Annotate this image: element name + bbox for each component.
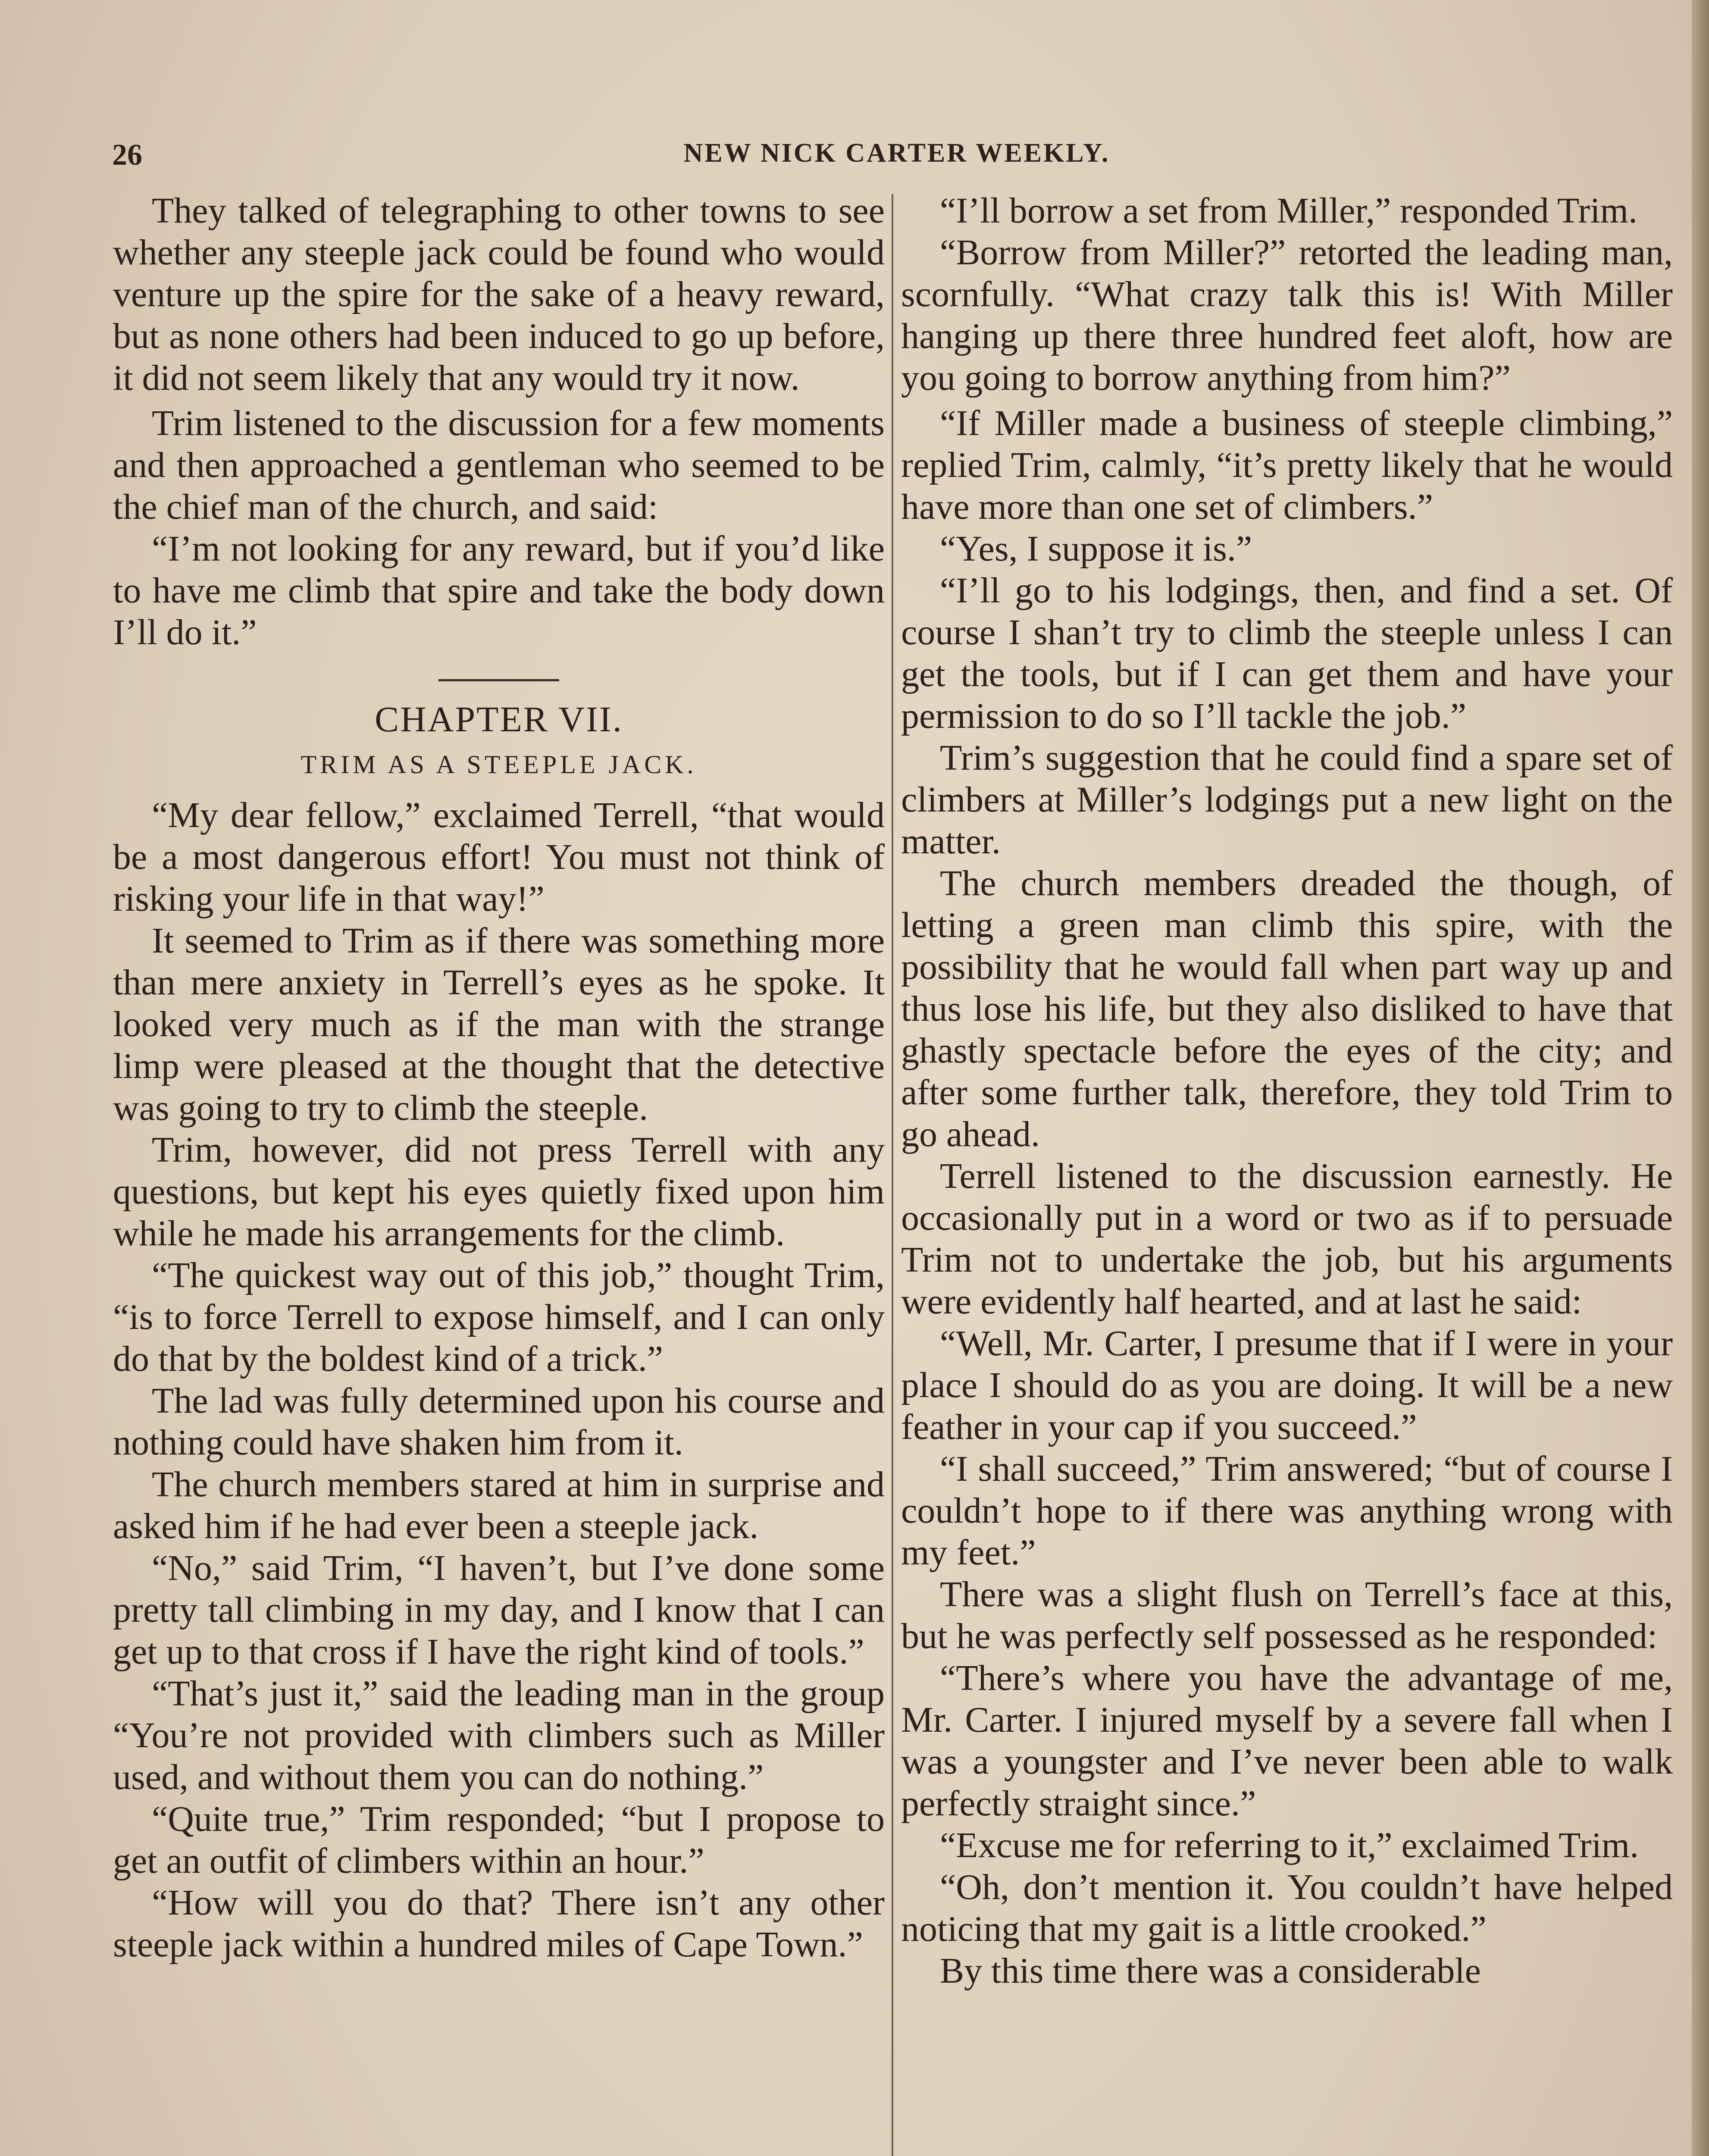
- paragraph: “Borrow from Miller?” retorted the leading man, scornfully. “What crazy talk this is! With Miller hanging up there three hundred feet aloft, how are you going to borrow anything from him?”: [901, 232, 1673, 398]
- paragraph: By this time there was a considerable: [940, 1951, 1481, 1991]
- paragraph: The lad was fully determined upon his course and nothing could have shaken him from it.: [113, 1381, 885, 1463]
- running-title: NEW NICK CARTER WEEKLY.: [683, 138, 1110, 168]
- paragraph: Trim, however, did not press Terrell with any questions, but kept his eyes quietly fixed upon him while he made his arrangements for the climb.: [113, 1130, 885, 1253]
- paragraph: “I’m not looking for any reward, but if you’d like to have me climb that spire and take the body down I’ll do it.”: [113, 529, 885, 652]
- paragraph: “Well, Mr. Carter, I presume that if I were in your place I should do as you are doing. It will be a new feather in your cap if you succeed.”: [901, 1323, 1673, 1447]
- page-number: 26: [112, 138, 142, 172]
- section-divider: [438, 679, 559, 681]
- paragraph: “No,” said Trim, “I haven’t, but I’ve done some pretty tall climbing in my day, and I know that I can get up to that cross if I have the right kind of tools.”: [113, 1548, 885, 1672]
- paragraph: There was a slight flush on Terrell’s face at this, but he was perfectly self possessed as he responded:: [901, 1574, 1673, 1656]
- paragraph: Terrell listened to the discussion earnestly. He occasionally put in a word or two as if to persuade Trim not to undertake the job, but his arguments were evidently half hearted, and at last he said:: [901, 1156, 1673, 1322]
- paragraph: “Oh, don’t mention it. You couldn’t have helped noticing that my gait is a little crooked.”: [901, 1867, 1673, 1949]
- left-column: [113, 190, 885, 1965]
- paragraph: “I’ll go to his lodgings, then, and find a set. Of course I shan’t try to climb the steeple unless I can get the tools, but if I can get them and have your permission to do so I’ll tackle the job.”: [901, 570, 1673, 736]
- paragraph: It seemed to Trim as if there was something more than mere anxiety in Terrell’s eyes as he spoke. It looked very much as if the man with the strange limp were pleased at the thought that the detective was going to try to climb the steeple.: [113, 921, 885, 1128]
- paragraph: The church members stared at him in surprise and asked him if he had ever been a steeple jack.: [113, 1464, 885, 1546]
- paragraph: Trim’s suggestion that he could find a spare set of climbers at Miller’s lodgings put a new light on the matter.: [901, 738, 1673, 862]
- paragraph: “How will you do that? There isn’t any other steeple jack within a hundred miles of Cape Town.”: [113, 1883, 885, 1965]
- paragraph: They talked of telegraphing to other towns to see whether any steeple jack could be found who would venture up the spire for the sake of a heavy reward, but as none others had been induced to go up before, it did not seem likely that any would try it now.: [113, 191, 885, 398]
- page-header: [112, 129, 1681, 177]
- chapter-subtitle: TRIM AS A STEEPLE JACK.: [300, 750, 697, 779]
- paragraph: “Quite true,” Trim responded; “but I propose to get an outfit of climbers within an hour.”: [113, 1799, 885, 1881]
- paragraph: “Yes, I suppose it is.”: [940, 529, 1252, 569]
- paragraph: “There’s where you have the advantage of me, Mr. Carter. I injured myself by a severe fall when I was a youngster and I’ve never been able to walk perfectly straight since.”: [901, 1658, 1673, 1824]
- paragraph: “That’s just it,” said the leading man in the group “You’re not provided with climbers such as Miller used, and without them you can do nothing.”: [113, 1673, 885, 1797]
- page-edge-shadow: [1692, 0, 1709, 2156]
- paragraph: “My dear fellow,” exclaimed Terrell, “that would be a most dangerous effort! You must not think of risking your life in that way!”: [113, 795, 885, 919]
- paragraph: “If Miller made a business of steeple climbing,” replied Trim, calmly, “it’s pretty likely that he would have more than one set of climbers.”: [901, 403, 1673, 527]
- paragraph: The church members dreaded the though, of letting a green man climb this spire, with the possibility that he would fall when part way up and thus lose his life, but they also disliked to have that ghastly spectacle before the eyes of the city; and after some further talk, therefore, they told Trim to go ahead.: [901, 863, 1673, 1154]
- right-column: [901, 190, 1673, 1992]
- chapter-title: CHAPTER VII.: [375, 699, 623, 740]
- paragraph: Trim listened to the discussion for a few moments and then approached a gentleman who seemed to be the chief man of the church, and said:: [113, 403, 885, 527]
- paragraph: “I shall succeed,” Trim answered; “but of course I couldn’t hope to if there was anything wrong with my feet.”: [901, 1449, 1673, 1573]
- paragraph: “Excuse me for referring to it,” exclaimed Trim.: [940, 1825, 1639, 1865]
- paragraph: “The quickest way out of this job,” thought Trim, “is to force Terrell to expose himself, and I can only do that by the boldest kind of a trick.”: [113, 1255, 885, 1379]
- paragraph: “I’ll borrow a set from Miller,” responded Trim.: [940, 191, 1637, 231]
- column-rule: [892, 194, 893, 2156]
